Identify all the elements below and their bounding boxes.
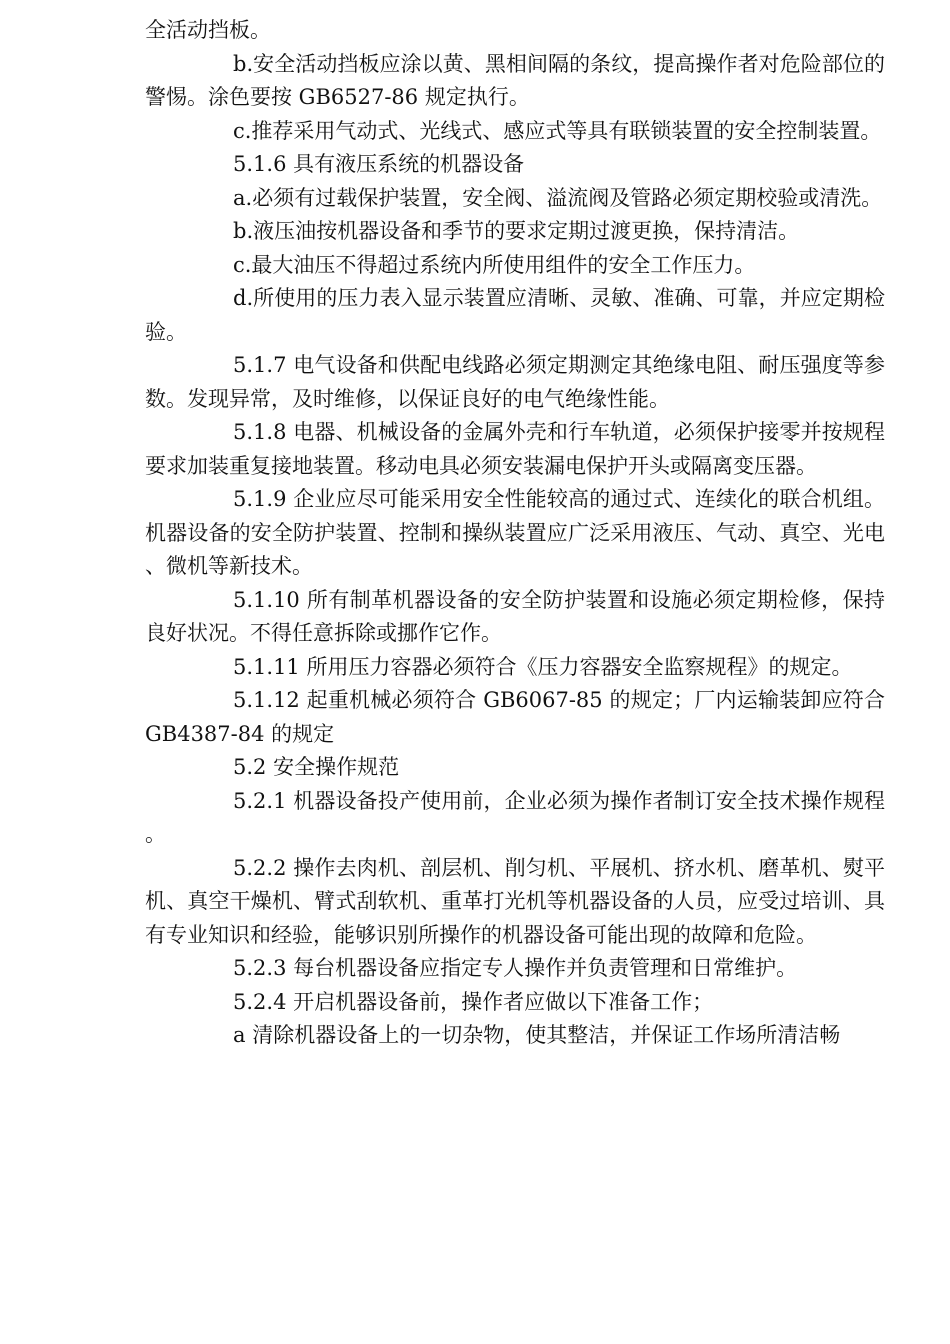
paragraph-0: 全活动挡板。 xyxy=(145,18,271,42)
paragraph-19: a 清除机器设备上的一切杂物，使其整洁，并保证工作场所清洁畅 xyxy=(233,1023,841,1047)
paragraph-1: b.安全活动挡板应涂以黄、黑相间隔的条纹，提高操作者对危险部位的警惕。涂色要按 GB6527-86 规定执行。 xyxy=(145,51,885,109)
paragraph-11: 5.1.10 所有制革机器设备的安全防护装置和设施必须定期检修，保持良好状况。不得任意拆除或挪作它作。 xyxy=(145,587,885,645)
paragraph-17: 5.2.3 每台机器设备应指定专人操作并负责管理和日常维护。 xyxy=(233,956,798,980)
section-heading-5-2: 5.2 安全操作规范 xyxy=(233,755,400,779)
paragraph-7: d.所使用的压力表入显示装置应清晰、灵敏、准确、可靠，并应定期检验。 xyxy=(145,286,885,344)
paragraph-5: b.液压油按机器设备和季节的要求定期过渡更换，保持清洁。 xyxy=(233,219,800,243)
document-body xyxy=(145,14,885,1053)
section-heading-5-1-6: 5.1.6 具有液压系统的机器设备 xyxy=(233,152,525,176)
paragraph-2: c.推荐采用气动式、光线式、感应式等具有联锁装置的安全控制装置。 xyxy=(233,118,882,143)
paragraph-18: 5.2.4 开启机器设备前，操作者应做以下准备工作； xyxy=(233,989,714,1014)
paragraph-13: 5.1.12 起重机械必须符合 GB6067-85 的规定；厂内运输装卸应符合 GB4387-84 的规定 xyxy=(145,688,885,746)
paragraph-10: 5.1.9 企业应尽可能采用安全性能较高的通过式、连续化的联合机组。机器设备的安全防护装置、控制和操纵装置应广泛采用液压、气动、真空、光电、微机等新技术。 xyxy=(145,487,885,578)
paragraph-6: c.最大油压不得超过系统内所使用组件的安全工作压力。 xyxy=(233,252,756,277)
paragraph-12: 5.1.11 所用压力容器必须符合《压力容器安全监察规程》的规定。 xyxy=(233,654,853,679)
paragraph-16: 5.2.2 操作去肉机、剖层机、削匀机、平展机、挤水机、磨革机、熨平机、真空干燥机、臂式刮软机、重革打光机等机器设备的人员，应受过培训、具有专业知识和经验，能够识别所操作的机器设备可能出现的故障和危险。 xyxy=(145,855,885,947)
paragraph-8: 5.1.7 电气设备和供配电线路必须定期测定其绝缘电阻、耐压强度等参数。发现异常，及时维修，以保证良好的电气绝缘性能。 xyxy=(145,353,885,411)
paragraph-4: a.必须有过载保护装置，安全阀、溢流阀及管路必须定期校验或清洗。 xyxy=(233,185,883,210)
paragraph-15: 5.2.1 机器设备投产使用前，企业必须为操作者制订安全技术操作规程。 xyxy=(145,788,885,846)
paragraph-9: 5.1.8 电器、机械设备的金属外壳和行车轨道，必须保护接零并按规程要求加装重复接地装置。移动电具必须安装漏电保护开头或隔离变压器。 xyxy=(145,420,885,478)
